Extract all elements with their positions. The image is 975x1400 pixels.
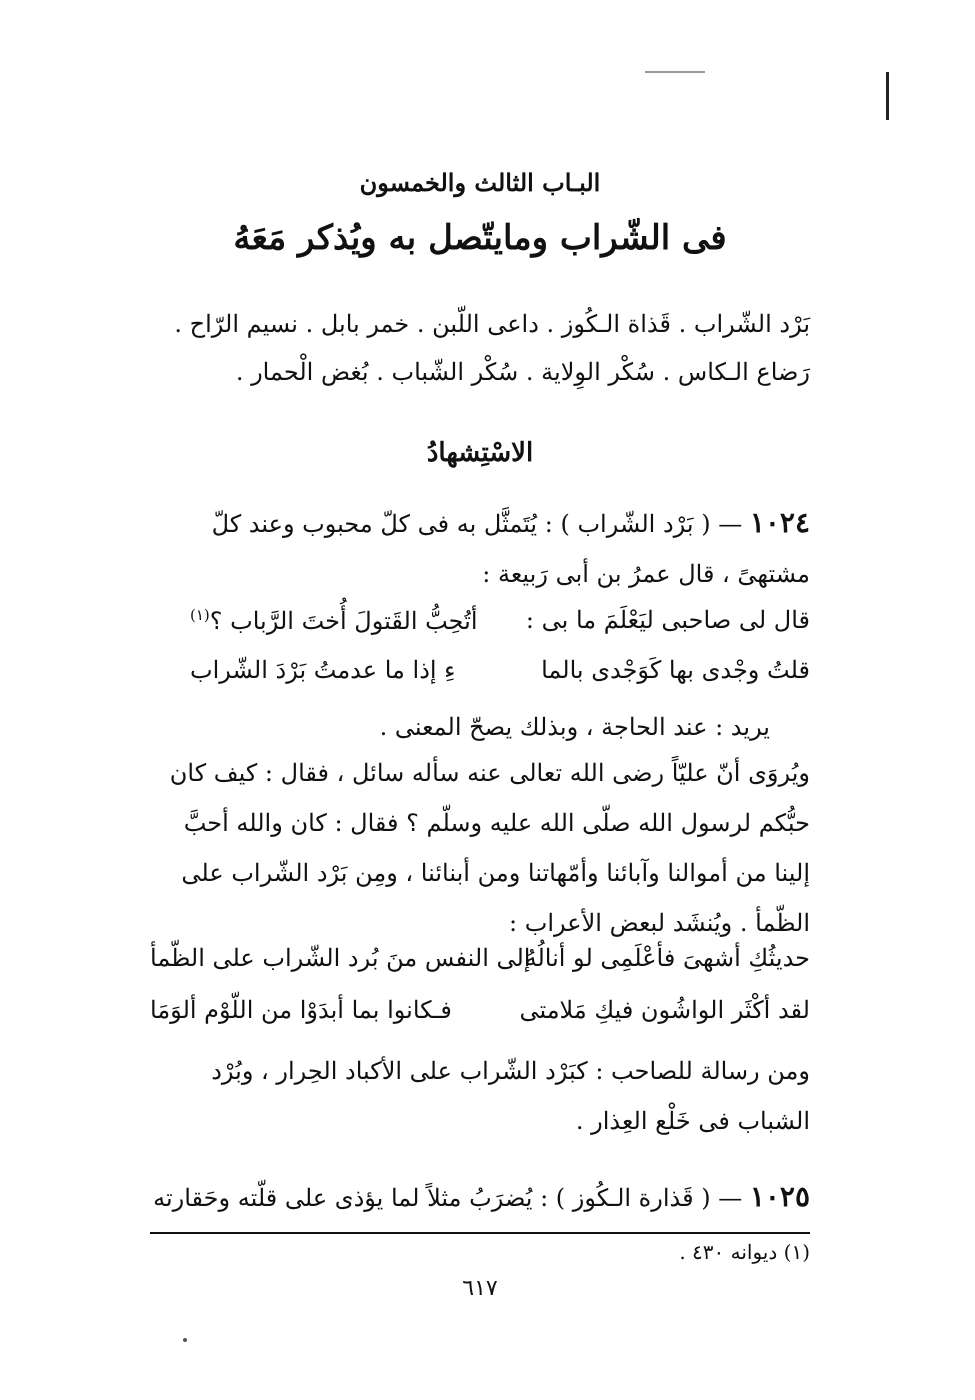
verse-hemistich-second: ءِ إذا ما عدمتُ بَرْدَ الشّراب — [190, 656, 456, 684]
verse-hemistich-first: لقد أكْثَر الواشُون فيكِ مَلامتى — [519, 996, 810, 1024]
topics-line: بَرْد الشّراب . قَذاة الـكُوز . داعى اللّبن . خمر بابل . نسيم الرّاح . — [174, 310, 810, 338]
entry-1024-intro — [150, 498, 810, 599]
gloss: يريد : عند الحاجة ، وبذلك يصحّ المعنى . — [379, 713, 770, 741]
section-heading: الاسْتِشهادُ — [426, 438, 534, 468]
page-number: ٦١٧ — [462, 1276, 498, 1301]
verse-hemistich-first: قال لى صاحبى ليَعْلَمَ ما بى : — [525, 606, 810, 634]
entry-number: ١٠٢٤ — [749, 506, 810, 539]
chapter-title: فى الشّراب ومايتّصل به ويُذكر مَعَهُ — [233, 218, 727, 258]
verse-text: أتُحِبُّ القَتولَ أُختَ الرَّباب ؟ — [209, 607, 478, 635]
scan-speck — [183, 1338, 187, 1342]
scan-edge-mark — [886, 72, 889, 120]
verse-hemistich-first: قلتُ وجْدى بها كَوَجْدى بالما — [541, 656, 810, 684]
verse-line — [150, 606, 810, 654]
verse-line — [150, 656, 810, 704]
entry-text: — ( قَذارة الـكُوز ) : يُضرَبُ مثلاً لما يؤذى على قلّته وحَقارته — [153, 1184, 743, 1212]
chapter-heading: البـاب الثالث والخمسون — [359, 168, 601, 197]
scan-artifact — [645, 71, 705, 73]
topics-line: رَضاع الـكاس . سُكْر الوِلاية . سُكْر الشّباب . بُغض الْحمار . — [235, 358, 810, 386]
entry-text: — ( بَرْد الشّراب ) : يُتَمثَّل به فى كلّ محبوب وعند كلّ مشتهىً ، قال عمرُ بن أبى رَبيعة : — [211, 510, 810, 588]
verse-hemistich-second: إلى النفس منَ بُرد الشّراب على الظّمأ — [150, 944, 531, 972]
letter-quote: ومن رسالة للصاحب : كبَرْد الشّراب على الأكباد الحِرار ، وبُرْد الشباب فى خَلْع العِذار . — [211, 1057, 810, 1135]
verse-hemistich-second — [190, 606, 478, 635]
verse-line — [150, 996, 810, 1044]
footnote-marker: (١) — [190, 606, 210, 624]
topics-list — [150, 300, 810, 396]
footnote-divider — [150, 1232, 810, 1234]
footnote: (١) ديوانه ٤٣٠ . — [679, 1240, 810, 1264]
verse-line — [150, 944, 810, 992]
entry-number: ١٠٢٥ — [749, 1180, 810, 1213]
verse-hemistich-second: فـكانوا بما أبدَوْا من اللّوْم ألوَمَا — [150, 996, 452, 1024]
narration-paragraph: ويُروَى أنّ عليّاً رضى الله تعالى عنه سأله سائل ، فقال : كيف كان حبُّكم لرسول الله صلّى الله عليه وسلّم ؟ فقال : كان والله أحبَّ إلينا من أموالنا وآبائنا وأمّهاتنا ومن أبنائنا ، ومِن بَرْد الشّراب على الظّمأ . ويُنشَد لبعض الأعراب : — [169, 759, 810, 937]
verse-hemistich-first: حديثُكِ أشهىَ فأعْلَمِى لو أنالُهُ — [524, 944, 810, 972]
entry-1025 — [150, 1172, 810, 1223]
